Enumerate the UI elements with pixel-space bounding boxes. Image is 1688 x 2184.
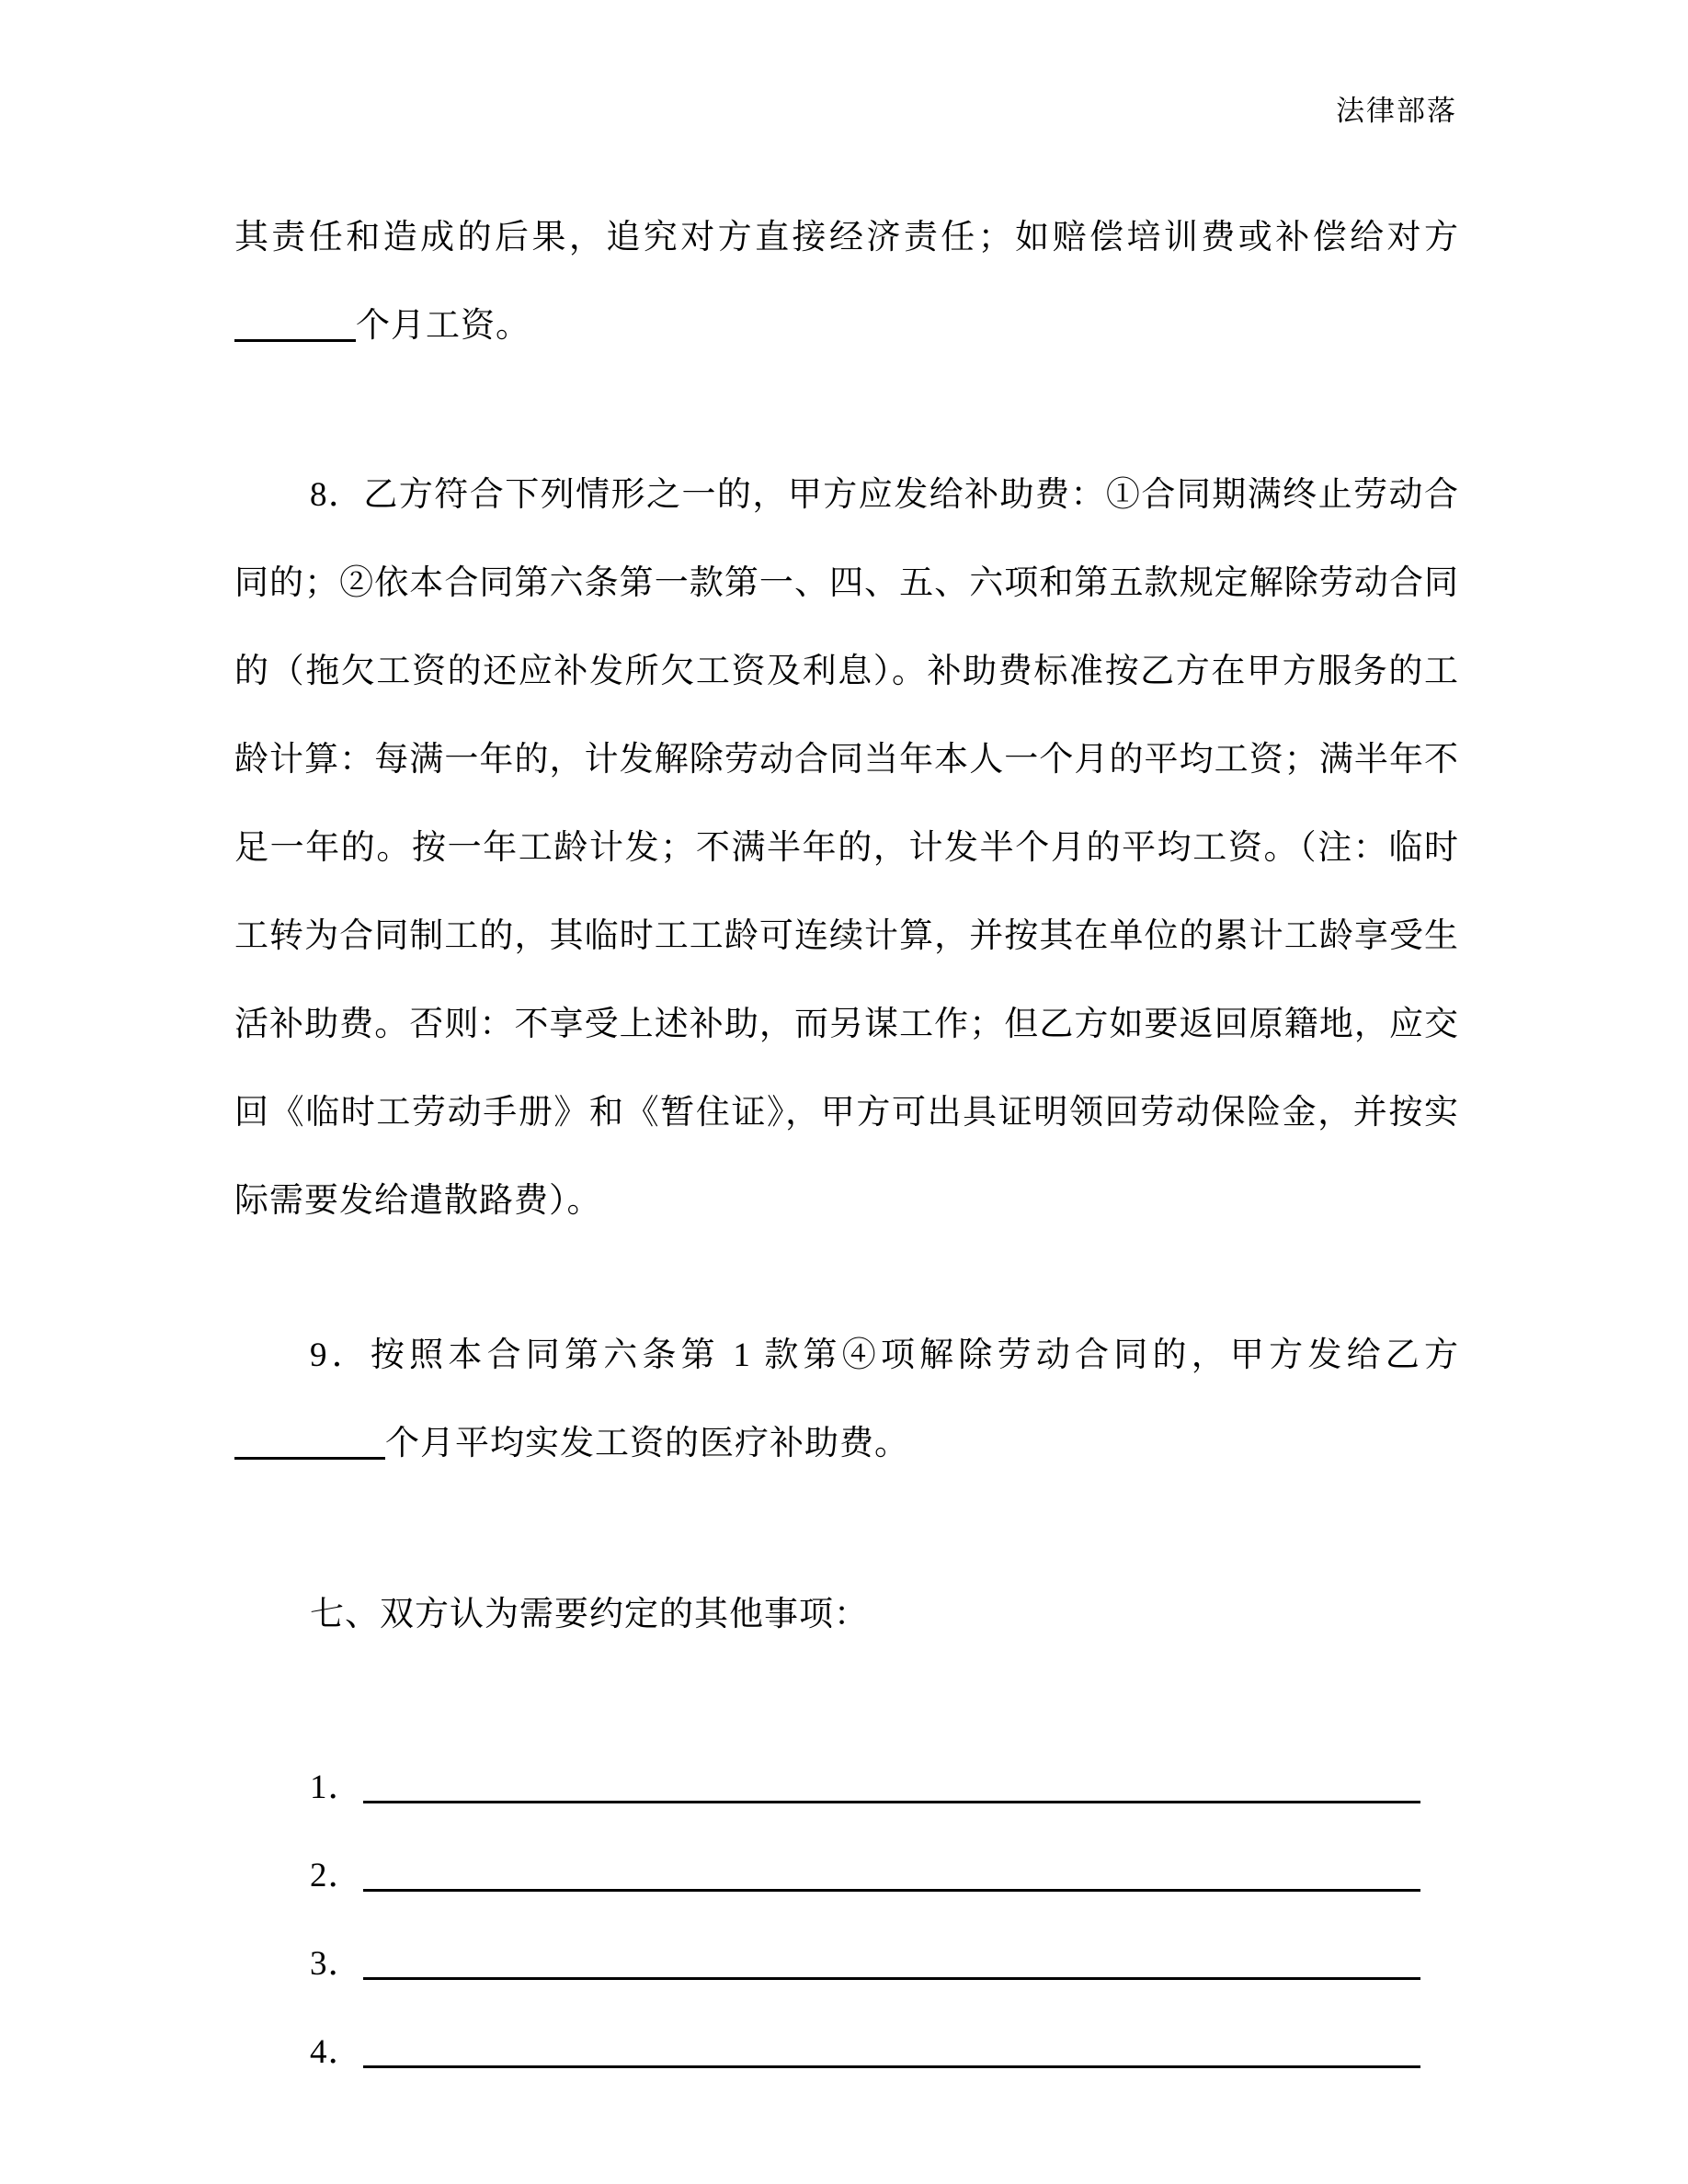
text-run: 9．按照本合同第六条第 1 款第④项解除劳动合同的，甲方发给乙方 [310,1337,1459,1374]
list-item [234,2008,1459,2097]
text-run: 8．乙方符合下列情形之一的，甲方应发给补助费：①合同期满终止劳动合同的；②依本合同第六条第一款第一、四、五、六项和第五款规定解除劳动合同的（拖欠工资的还应补发所欠工资及利息）。补助费标准按乙方在甲方服务的工龄计算：每满一年的，计发解除劳动合同当年本人一个月的平均工资；满半年不足一年的。按一年工龄计发；不满半年的，计发半个月的平均工资。（注：临时工转为合同制工的，其临时工工龄可连续计算，并按其在单位的累计工龄享受生活补助费。否则：不享受上述补助，而另谋工作；但乙方如要返回原籍地，应交回《临时工劳动手册》和《暂住证》，甲方可出具证明领回劳动保险金，并按实际需要发给遣散路费）。 [234,476,1459,1220]
fill-in-line[interactable] [363,1977,1420,1980]
paragraph-clause-9 [234,1312,1459,1488]
paragraph-section-heading [234,1571,1459,1659]
text-run: 七、双方认为需要约定的其他事项： [310,1596,869,1633]
text-run: 其责任和造成的后果，追究对方直接经济责任；如赔偿培训费或补偿给对方 [234,219,1459,256]
list-item-number: 1． [310,1769,363,1806]
fill-in-blank[interactable] [234,339,356,342]
document-body [234,0,1459,2097]
fill-in-line[interactable] [363,1801,1420,1803]
list-item [234,1832,1459,1920]
list-item-number: 2． [310,1857,363,1894]
paragraph-clause-8 [234,451,1459,1246]
fill-in-line[interactable] [363,1889,1420,1892]
fill-in-line[interactable] [363,2065,1420,2068]
list-item-number: 4． [310,2033,363,2071]
list-item-number: 3． [310,1945,363,1983]
list-item [234,1920,1459,2008]
watermark-brand-text: 法律部落 [1336,95,1457,127]
other-items-list [234,1744,1459,2097]
text-run: 个月平均实发工资的医疗补助费。 [385,1425,909,1462]
text-run: 个月工资。 [356,307,530,345]
fill-in-blank[interactable] [234,1457,385,1460]
list-item [234,1744,1459,1832]
paragraph-continuation [234,194,1459,370]
